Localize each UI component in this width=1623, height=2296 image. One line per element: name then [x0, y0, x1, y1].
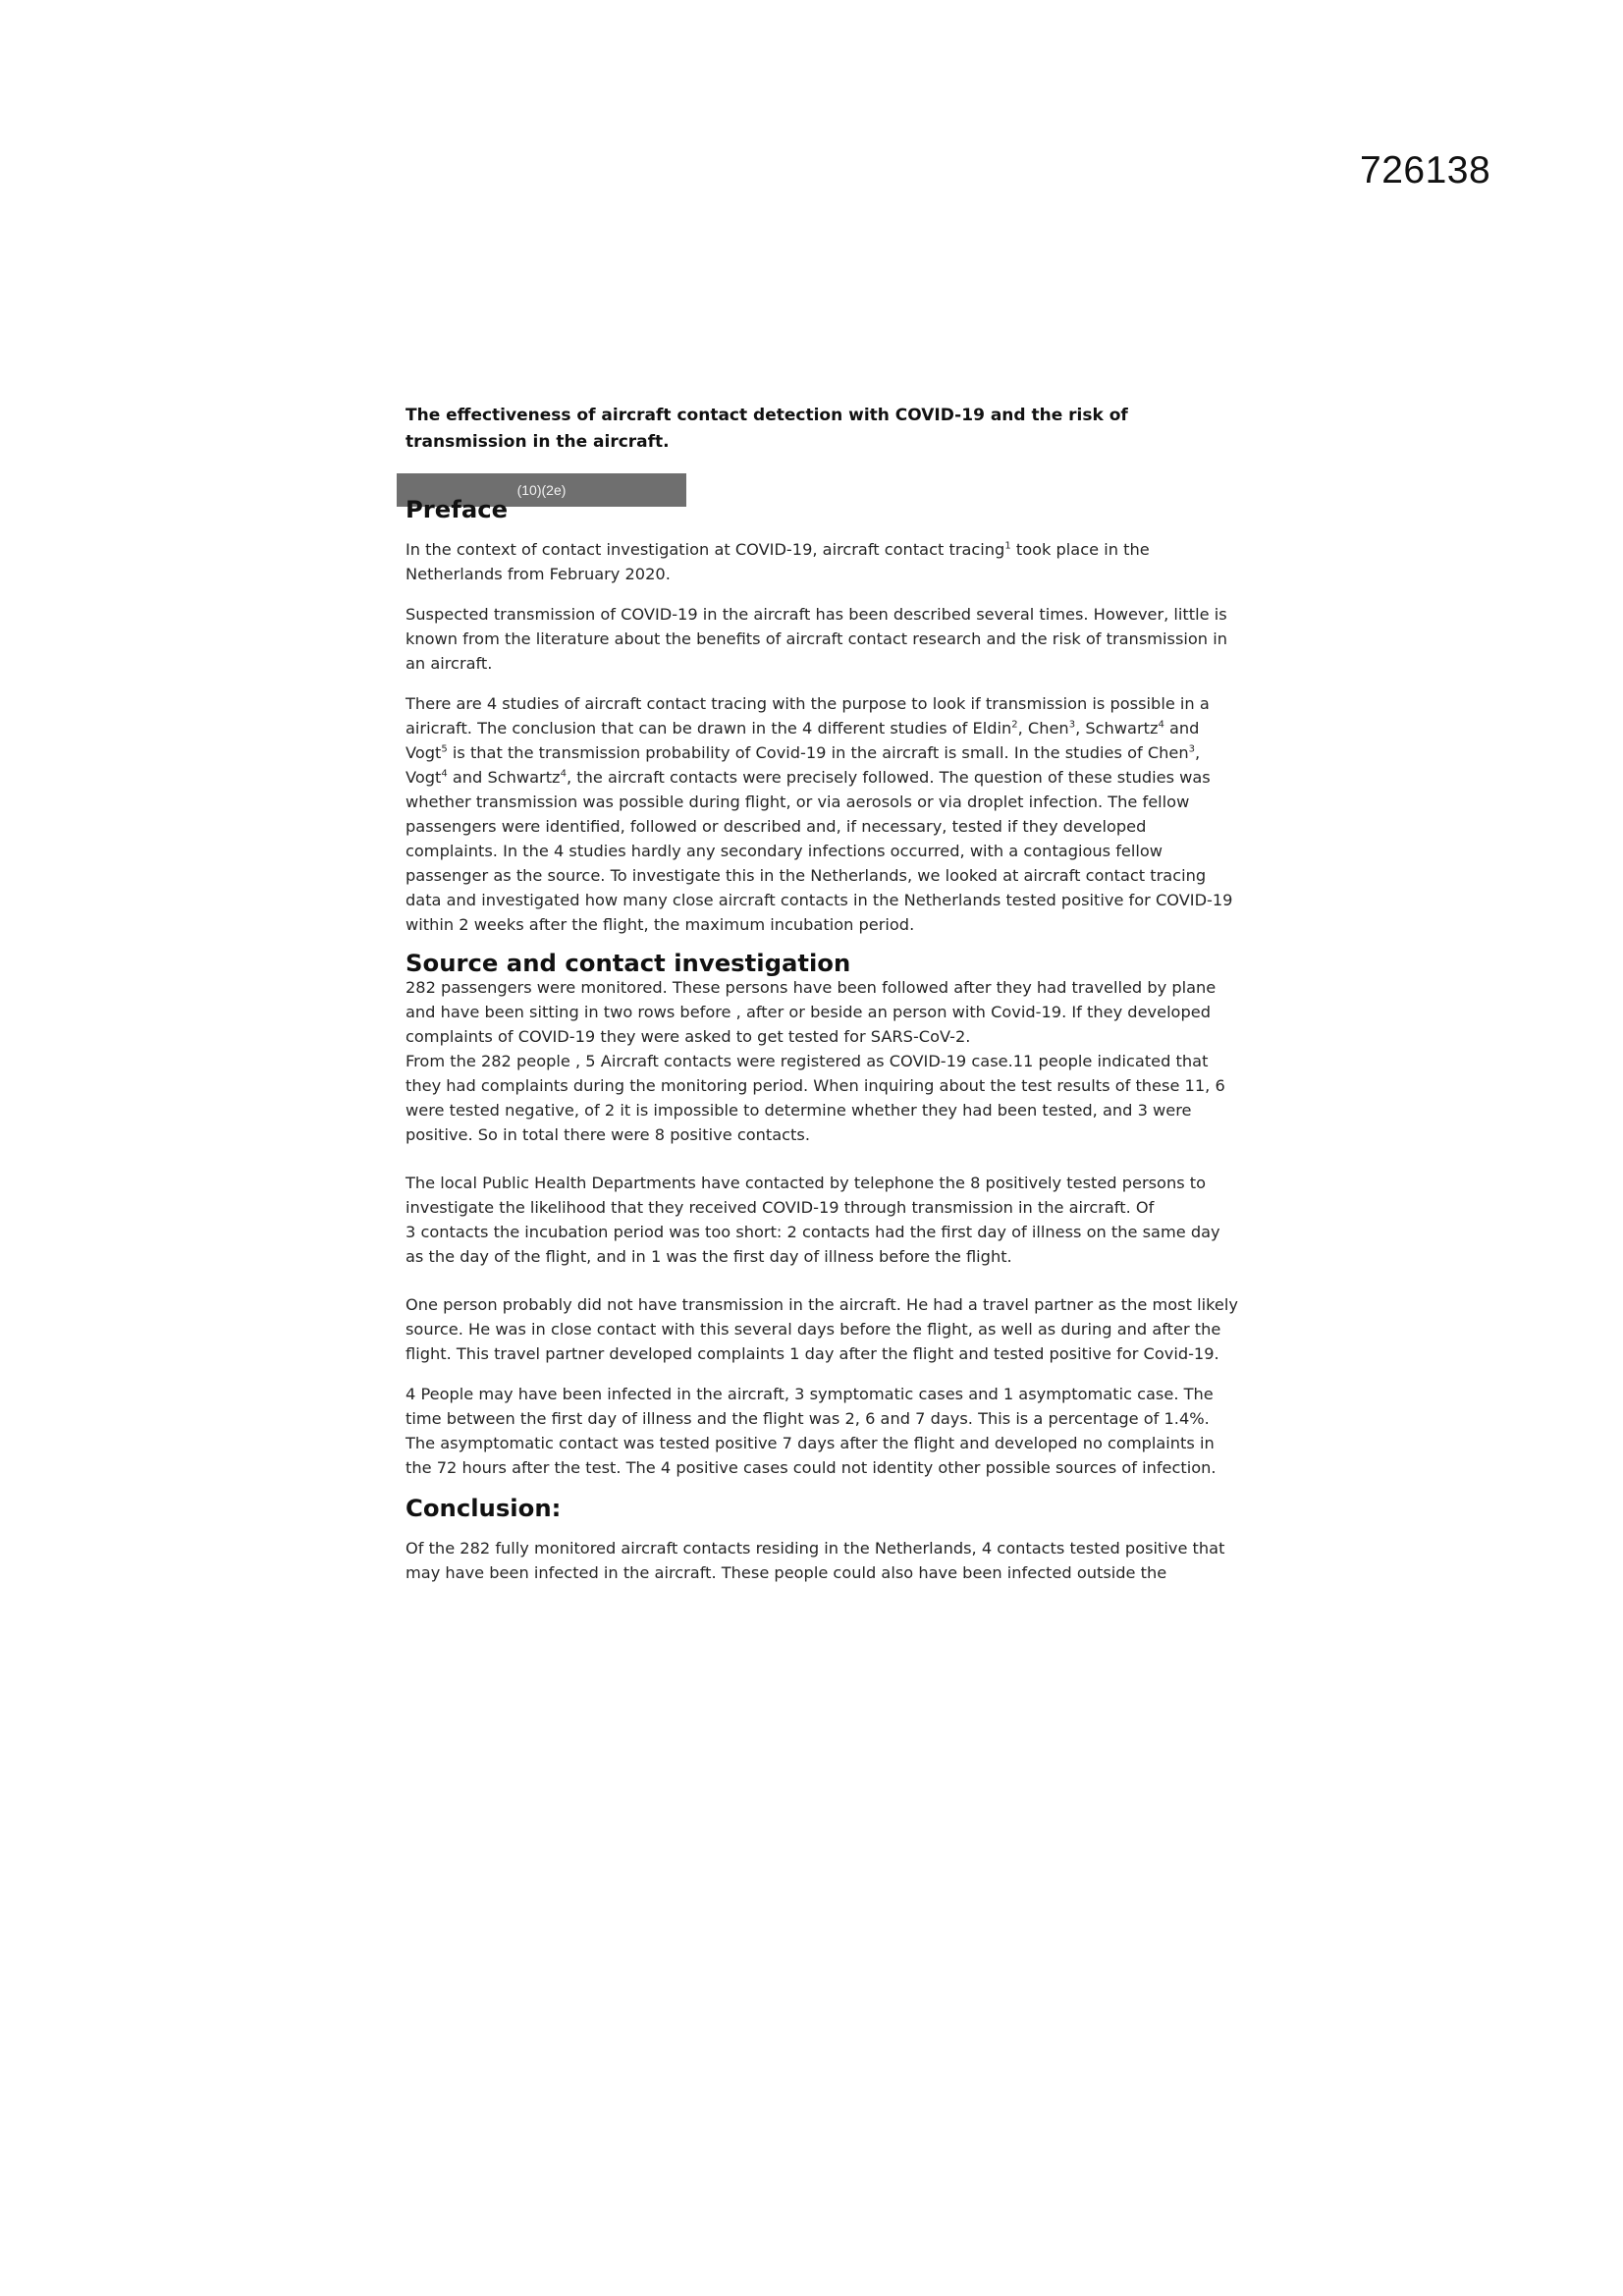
document-body [406, 403, 1240, 1585]
source-paragraph-1: 282 passengers were monitored. These persons have been followed after they had travelled by plane and have been sitting in two rows before , after or beside an person with Covid-19. If they developed complaints of COVID-19 they were asked to get tested for SARS-CoV-2. [406, 978, 1217, 1046]
preface-paragraph-3: There are 4 studies of aircraft contact tracing with the purpose to look if transmission is possible in a airicraft. The conclusion that can be drawn in the 4 different studies of Eldin$^2$, Chen$^3$, Schwartz$^4$ and Vogt$^5$ is that the transmission probability of Covid-19 in the aircraft is small. In the studies of Chen$^3$, Vogt$^4$ and Schwartz$^4$, the aircraft contacts were precisely followed. The question of these studies was whether transmission was possible during flight, or via aerosols or via droplet infection. The fellow passengers were identified, followed or described and, if necessary, tested if they developed complaints. In the 4 studies hardly any secondary infections occurred, with a contagious fellow passenger as the source. To investigate this in the Netherlands, we looked at aircraft contact tracing data and investigated how many close aircraft contacts in the Netherlands tested positive for COVID-19 within 2 weeks after the flight, the maximum incubation period. [406, 694, 1233, 934]
redaction-box: (10)(2e) [397, 473, 686, 507]
conclusion-paragraph-1: Of the 282 fully monitored aircraft contacts residing in the Netherlands, 4 contacts tested positive that may have been infected in the aircraft. These people could also have been infected outside the [406, 1539, 1225, 1582]
document-title: The effectiveness of aircraft contact detection with COVID-19 and the risk of transmission in the aircraft. [406, 406, 1128, 452]
preface-heading: Preface [406, 495, 509, 523]
source-paragraph-5: 4 People may have been infected in the aircraft, 3 symptomatic cases and 1 asymptomatic case. The time between the first day of illness and the flight was 2, 6 and 7 days. This is a percentage of 1.4%. The asymptomatic contact was tested positive 7 days after the flight and developed no complaints in the 72 hours after the test. The 4 positive cases could not identity other possible sources of infection. [406, 1385, 1217, 1477]
source-paragraph-4: One person probably did not have transmission in the aircraft. He had a travel partner as the most likely source. He was in close contact with this several days before the flight, as well as during and after the flight. This travel partner developed complaints 1 day after the flight and tested positive for Covid-19. [406, 1295, 1238, 1363]
preface-paragraph-2: Suspected transmission of COVID-19 in the aircraft has been described several times. However, little is known from the literature about the benefits of aircraft contact research and the risk of transmission in an aircraft. [406, 605, 1227, 673]
conclusion-heading: Conclusion: [406, 1494, 562, 1522]
document-number: 726138 [1360, 149, 1491, 191]
source-heading: Source and contact investigation [406, 949, 851, 977]
source-paragraph-2: From the 282 people , 5 Aircraft contacts were registered as COVID-19 case.11 people indicated that they had complaints during the monitoring period. When inquiring about the test results of these 11, 6 were tested negative, of 2 it is impossible to determine whether they had been tested, and 3 were positive. So in total there were 8 positive contacts. [406, 1052, 1225, 1144]
preface-paragraph-1: In the context of contact investigation at COVID-19, aircraft contact tracing$^1$ took place in the Netherlands from February 2020. [406, 540, 1150, 583]
source-paragraph-3: The local Public Health Departments have contacted by telephone the 8 positively tested persons to investigate the likelihood that they received COVID-19 through transmission in the aircraft. Of 3 contacts the incubation period was too short: 2 contacts had the first day of illness on the same day as the day of the flight, and in 1 was the first day of illness before the flight. [406, 1174, 1220, 1266]
footnote-ref: 1 [1004, 540, 1011, 552]
